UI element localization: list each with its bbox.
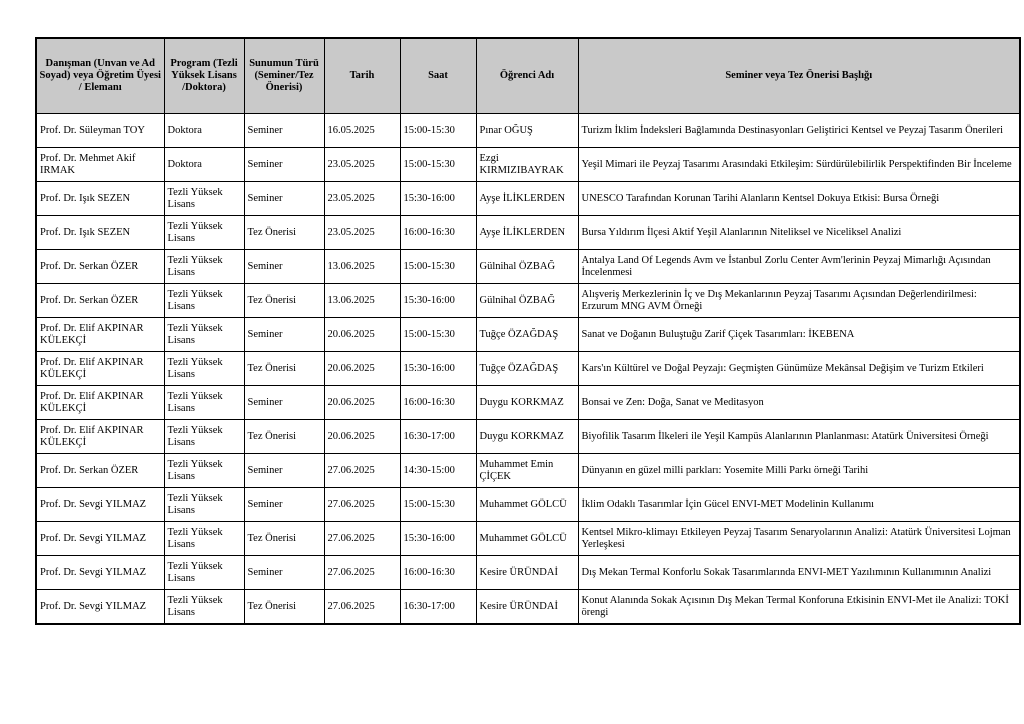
program-cell: Doktora [164,114,244,148]
advisor-cell: Prof. Dr. Mehmet Akif IRMAK [36,148,164,182]
table-row [36,318,1020,352]
presentation-type-cell: Seminer [244,488,324,522]
time-cell: 16:00-16:30 [400,386,476,420]
program-cell: Tezli Yüksek Lisans [164,488,244,522]
program-cell: Doktora [164,148,244,182]
presentation-type-cell: Seminer [244,114,324,148]
table-row [36,114,1020,148]
time-cell: 14:30-15:00 [400,454,476,488]
student-cell: Ezgi KIRMIZIBAYRAK [476,148,578,182]
advisor-cell: Prof. Dr. Serkan ÖZER [36,250,164,284]
time-cell: 15:30-16:00 [400,352,476,386]
title-cell: Dünyanın en güzel milli parkları: Yosemite Milli Parkı örneği Tarihi [578,454,1020,488]
date-cell: 27.06.2025 [324,522,400,556]
time-cell: 15:00-15:30 [400,148,476,182]
advisor-cell: Prof. Dr. Elif AKPINAR KÜLEKÇİ [36,386,164,420]
advisor-cell: Prof. Dr. Sevgi YILMAZ [36,488,164,522]
advisor-cell: Prof. Dr. Sevgi YILMAZ [36,556,164,590]
student-cell: Tuğçe ÖZAĞDAŞ [476,318,578,352]
date-cell: 27.06.2025 [324,454,400,488]
date-cell: 13.06.2025 [324,250,400,284]
advisor-cell: Prof. Dr. Sevgi YILMAZ [36,590,164,625]
presentation-type-cell: Seminer [244,182,324,216]
time-cell: 15:30-16:00 [400,284,476,318]
title-cell: Dış Mekan Termal Konforlu Sokak Tasarımlarında ENVI-MET Yazılımının Kullanımının Analizi [578,556,1020,590]
program-cell: Tezli Yüksek Lisans [164,590,244,625]
program-cell: Tezli Yüksek Lisans [164,454,244,488]
student-cell: Duygu KORKMAZ [476,420,578,454]
advisor-cell: Prof. Dr. Serkan ÖZER [36,454,164,488]
presentation-type-cell: Tez Önerisi [244,284,324,318]
header-time: Saat [400,38,476,114]
presentation-type-cell: Seminer [244,148,324,182]
student-cell: Muhammet GÖLCÜ [476,488,578,522]
table-row [36,216,1020,250]
header-presentation-type: Sunumun Türü (Seminer/Tez Önerisi) [244,38,324,114]
program-cell: Tezli Yüksek Lisans [164,216,244,250]
date-cell: 23.05.2025 [324,182,400,216]
time-cell: 16:30-17:00 [400,590,476,625]
header-student: Öğrenci Adı [476,38,578,114]
table-row [36,284,1020,318]
student-cell: Ayşe İLİKLERDEN [476,216,578,250]
table-body [36,114,1020,625]
title-cell: Sanat ve Doğanın Buluştuğu Zarif Çiçek Tasarımları: İKEBENA [578,318,1020,352]
presentation-type-cell: Seminer [244,386,324,420]
presentation-type-cell: Tez Önerisi [244,590,324,625]
header-program: Program (Tezli Yüksek Lisans /Doktora) [164,38,244,114]
title-cell: Kentsel Mikro-klimayı Etkileyen Peyzaj Tasarım Senaryolarının Analizi: Atatürk Üniversitesi Lojman Yerleşkesi [578,522,1020,556]
program-cell: Tezli Yüksek Lisans [164,250,244,284]
date-cell: 13.06.2025 [324,284,400,318]
title-cell: İklim Odaklı Tasarımlar İçin Gücel ENVI-MET Modelinin Kullanımı [578,488,1020,522]
student-cell: Kesire ÜRÜNDAİ [476,590,578,625]
header-date: Tarih [324,38,400,114]
student-cell: Muhammet GÖLCÜ [476,522,578,556]
time-cell: 16:00-16:30 [400,556,476,590]
advisor-cell: Prof. Dr. Sevgi YILMAZ [36,522,164,556]
student-cell: Pınar OĞUŞ [476,114,578,148]
program-cell: Tezli Yüksek Lisans [164,182,244,216]
time-cell: 15:00-15:30 [400,318,476,352]
header-row [36,38,1020,114]
title-cell: Bonsai ve Zen: Doğa, Sanat ve Meditasyon [578,386,1020,420]
advisor-cell: Prof. Dr. Işık SEZEN [36,182,164,216]
table-row [36,488,1020,522]
title-cell: Alışveriş Merkezlerinin İç ve Dış Mekanlarının Peyzaj Tasarımı Açısından Değerlendirilmesi: Erzurum MNG AVM Örneği [578,284,1020,318]
time-cell: 15:30-16:00 [400,522,476,556]
title-cell: Bursa Yıldırım İlçesi Aktif Yeşil Alanlarının Niteliksel ve Niceliksel Analizi [578,216,1020,250]
presentation-schedule-table [35,37,1021,625]
presentation-type-cell: Seminer [244,556,324,590]
table-row [36,590,1020,625]
date-cell: 20.06.2025 [324,420,400,454]
program-cell: Tezli Yüksek Lisans [164,556,244,590]
time-cell: 16:30-17:00 [400,420,476,454]
program-cell: Tezli Yüksek Lisans [164,420,244,454]
presentation-type-cell: Seminer [244,454,324,488]
time-cell: 16:00-16:30 [400,216,476,250]
program-cell: Tezli Yüksek Lisans [164,352,244,386]
student-cell: Ayşe İLİKLERDEN [476,182,578,216]
date-cell: 23.05.2025 [324,148,400,182]
presentation-type-cell: Seminer [244,318,324,352]
program-cell: Tezli Yüksek Lisans [164,284,244,318]
date-cell: 20.06.2025 [324,352,400,386]
date-cell: 20.06.2025 [324,318,400,352]
advisor-cell: Prof. Dr. Süleyman TOY [36,114,164,148]
advisor-cell: Prof. Dr. Elif AKPINAR KÜLEKÇİ [36,352,164,386]
program-cell: Tezli Yüksek Lisans [164,522,244,556]
title-cell: Antalya Land Of Legends Avm ve İstanbul Zorlu Center Avm'lerinin Peyzaj Mimarlığı Açısından İncelenmesi [578,250,1020,284]
program-cell: Tezli Yüksek Lisans [164,318,244,352]
presentation-type-cell: Tez Önerisi [244,522,324,556]
table-row [36,352,1020,386]
student-cell: Gülnihal ÖZBAĞ [476,284,578,318]
advisor-cell: Prof. Dr. Serkan ÖZER [36,284,164,318]
student-cell: Muhammet Emin ÇİÇEK [476,454,578,488]
table-row [36,182,1020,216]
table-row [36,556,1020,590]
date-cell: 27.06.2025 [324,556,400,590]
title-cell: UNESCO Tarafından Korunan Tarihi Alanların Kentsel Dokuya Etkisi: Bursa Örneği [578,182,1020,216]
time-cell: 15:00-15:30 [400,114,476,148]
student-cell: Kesire ÜRÜNDAİ [476,556,578,590]
program-cell: Tezli Yüksek Lisans [164,386,244,420]
header-advisor: Danışman (Unvan ve Ad Soyad) veya Öğretim Üyesi / Elemanı [36,38,164,114]
date-cell: 16.05.2025 [324,114,400,148]
presentation-type-cell: Tez Önerisi [244,352,324,386]
header-title: Seminer veya Tez Önerisi Başlığı [578,38,1020,114]
table-header [36,38,1020,114]
time-cell: 15:00-15:30 [400,250,476,284]
table-row [36,454,1020,488]
presentation-type-cell: Seminer [244,250,324,284]
date-cell: 27.06.2025 [324,488,400,522]
presentation-type-cell: Tez Önerisi [244,216,324,250]
student-cell: Tuğçe ÖZAĞDAŞ [476,352,578,386]
title-cell: Kars'ın Kültürel ve Doğal Peyzajı: Geçmişten Günümüze Mekânsal Değişim ve Turizm Etkileri [578,352,1020,386]
time-cell: 15:30-16:00 [400,182,476,216]
student-cell: Duygu KORKMAZ [476,386,578,420]
title-cell: Turizm İklim İndeksleri Bağlamında Destinasyonları Geliştirici Kentsel ve Peyzaj Tasarım Önerileri [578,114,1020,148]
advisor-cell: Prof. Dr. Elif AKPINAR KÜLEKÇİ [36,420,164,454]
presentation-type-cell: Tez Önerisi [244,420,324,454]
advisor-cell: Prof. Dr. Elif AKPINAR KÜLEKÇİ [36,318,164,352]
time-cell: 15:00-15:30 [400,488,476,522]
table-row [36,148,1020,182]
table-row [36,522,1020,556]
title-cell: Konut Alanında Sokak Açısının Dış Mekan Termal Konforuna Etkisinin ENVI-Met ile Analizi: TOKİ örengi [578,590,1020,625]
table-row [36,386,1020,420]
date-cell: 20.06.2025 [324,386,400,420]
table-row [36,250,1020,284]
table-row [36,420,1020,454]
date-cell: 27.06.2025 [324,590,400,625]
date-cell: 23.05.2025 [324,216,400,250]
title-cell: Biyofilik Tasarım İlkeleri ile Yeşil Kampüs Alanlarının Planlanması: Atatürk Üniversitesi Örneği [578,420,1020,454]
advisor-cell: Prof. Dr. Işık SEZEN [36,216,164,250]
title-cell: Yeşil Mimari ile Peyzaj Tasarımı Arasındaki Etkileşim: Sürdürülebilirlik Perspektifinden Bir İnceleme [578,148,1020,182]
student-cell: Gülnihal ÖZBAĞ [476,250,578,284]
